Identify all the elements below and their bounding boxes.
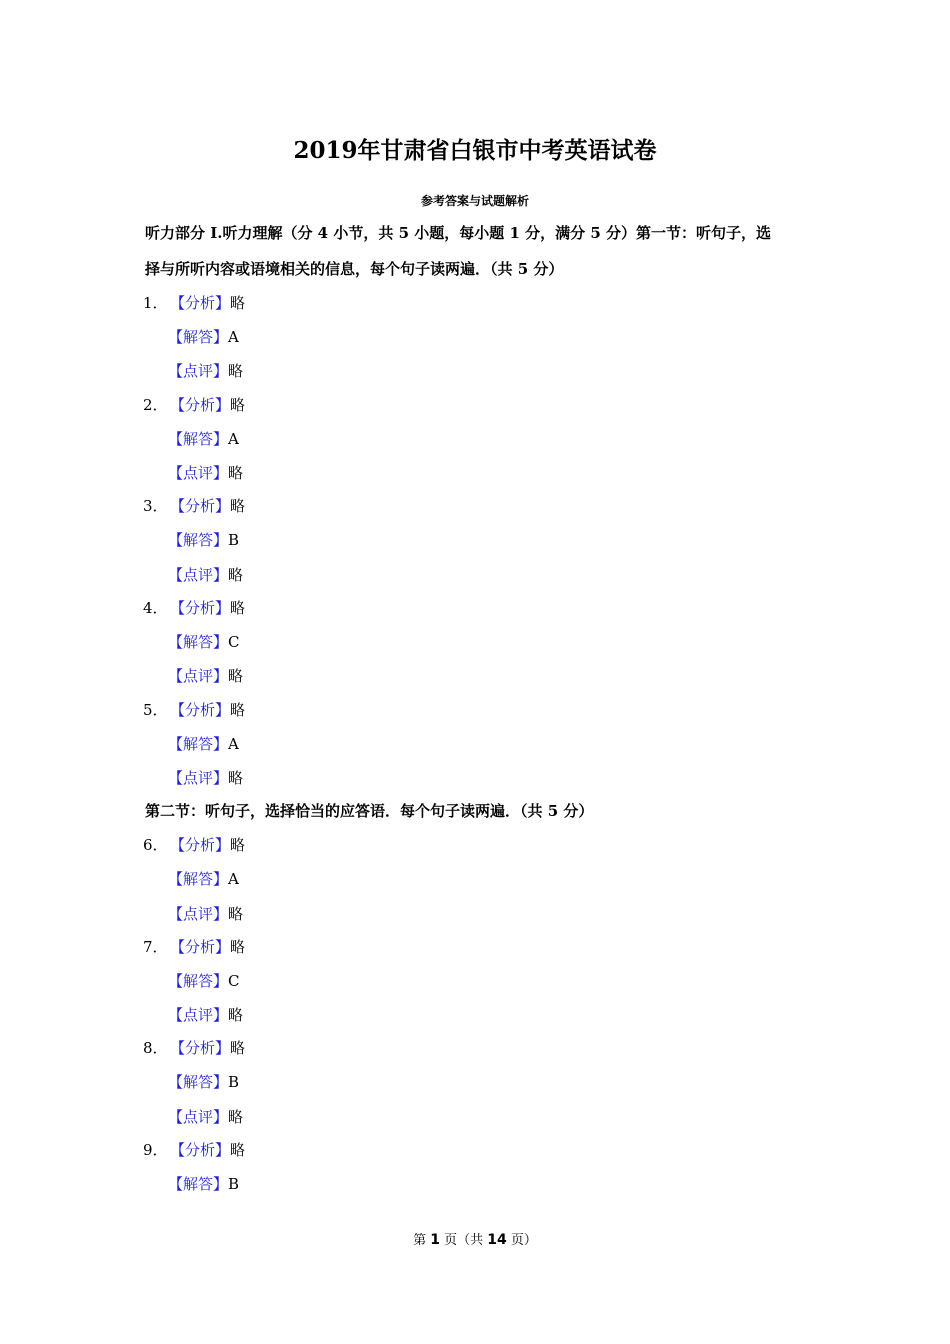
- answer-tag: 【解答】: [168, 1073, 229, 1091]
- analysis-text: 略: [230, 1141, 246, 1159]
- comment-text: 略: [228, 667, 244, 685]
- analysis-row: [170, 834, 245, 855]
- analysis-row: [170, 1139, 245, 1160]
- item-number: 1．: [143, 294, 168, 312]
- item-number: 2．: [143, 396, 168, 414]
- answer-row: [168, 326, 239, 347]
- section2-heading: 第二节：听句子，选择恰当的应答语．每个句子读两遍．（共 5 分）: [145, 802, 594, 820]
- comment-text: 略: [228, 362, 244, 380]
- analysis-text: 略: [230, 497, 246, 515]
- answer-row: [168, 733, 239, 754]
- comment-tag: 【点评】: [168, 566, 229, 584]
- analysis-text: 略: [230, 938, 246, 956]
- answer-text: B: [228, 1073, 240, 1091]
- analysis-tag: 【分析】: [170, 599, 231, 617]
- page-total: 14: [487, 1232, 507, 1248]
- comment-row: [168, 564, 243, 585]
- comment-tag: 【点评】: [168, 1108, 229, 1126]
- document-subtitle: 参考答案与试题解析: [420, 194, 529, 208]
- comment-text: 略: [228, 464, 244, 482]
- item-number: 7．: [143, 938, 168, 956]
- item-number: 5．: [143, 701, 168, 719]
- analysis-text: 略: [230, 396, 246, 414]
- analysis-text: 略: [230, 1039, 246, 1057]
- analysis-tag: 【分析】: [170, 701, 231, 719]
- answer-text: C: [228, 972, 240, 990]
- analysis-row: [170, 597, 245, 618]
- answer-tag: 【解答】: [168, 531, 229, 549]
- comment-tag: 【点评】: [168, 362, 229, 380]
- analysis-tag: 【分析】: [170, 836, 231, 854]
- item-number: 9．: [143, 1141, 168, 1159]
- answer-row: [168, 970, 240, 991]
- comment-row: [168, 1106, 243, 1127]
- answer-text: C: [228, 633, 240, 651]
- answer-tag: 【解答】: [168, 735, 229, 753]
- page-footer: [0, 1229, 950, 1248]
- comment-tag: 【点评】: [168, 1006, 229, 1024]
- answer-tag: 【解答】: [168, 870, 229, 888]
- answer-text: B: [228, 1175, 240, 1193]
- comment-text: 略: [228, 1108, 244, 1126]
- section1-heading-line1: 听力部分 I.听力理解（分 4 小节，共 5 小题，每小题 1 分，满分 5 分）第一节：听句子，选: [145, 224, 771, 242]
- analysis-text: 略: [230, 294, 246, 312]
- footer-middle: 页（共: [444, 1233, 484, 1248]
- answer-tag: 【解答】: [168, 972, 229, 990]
- answer-text: A: [228, 328, 239, 346]
- footer-prefix: 第: [413, 1233, 427, 1248]
- analysis-row: [170, 292, 245, 313]
- analysis-row: [170, 1037, 245, 1058]
- footer-suffix: 页）: [510, 1233, 537, 1248]
- analysis-row: [170, 495, 245, 516]
- item-number: 8．: [143, 1039, 168, 1057]
- answer-tag: 【解答】: [168, 633, 229, 651]
- answer-text: A: [228, 735, 239, 753]
- comment-text: 略: [228, 1006, 244, 1024]
- answer-row: [168, 529, 239, 550]
- analysis-text: 略: [230, 599, 246, 617]
- item-number: 4．: [143, 599, 168, 617]
- comment-row: [168, 462, 243, 483]
- analysis-row: [170, 699, 245, 720]
- analysis-row: [170, 394, 245, 415]
- comment-text: 略: [228, 566, 244, 584]
- answer-text: A: [228, 430, 239, 448]
- analysis-text: 略: [230, 701, 246, 719]
- analysis-tag: 【分析】: [170, 294, 231, 312]
- answer-tag: 【解答】: [168, 328, 229, 346]
- answer-row: [168, 1173, 239, 1194]
- analysis-tag: 【分析】: [170, 1039, 231, 1057]
- answer-row: [168, 868, 239, 889]
- comment-row: [168, 360, 243, 381]
- item-number: 6．: [143, 836, 168, 854]
- section1-heading-line2: 择与所听内容或语境相关的信息，每个句子读两遍．（共 5 分）: [145, 260, 564, 278]
- comment-text: 略: [228, 905, 244, 923]
- comment-row: [168, 767, 243, 788]
- comment-row: [168, 903, 243, 924]
- comment-tag: 【点评】: [168, 905, 229, 923]
- answer-tag: 【解答】: [168, 1175, 229, 1193]
- answer-row: [168, 631, 240, 652]
- comment-row: [168, 1004, 243, 1025]
- answer-row: [168, 428, 239, 449]
- analysis-tag: 【分析】: [170, 497, 231, 515]
- analysis-tag: 【分析】: [170, 938, 231, 956]
- comment-row: [168, 665, 243, 686]
- answer-tag: 【解答】: [168, 430, 229, 448]
- answer-text: A: [228, 870, 239, 888]
- document-title: 2019年甘肃省白银市中考英语试卷: [293, 137, 657, 164]
- comment-tag: 【点评】: [168, 769, 229, 787]
- comment-tag: 【点评】: [168, 667, 229, 685]
- analysis-row: [170, 936, 245, 957]
- answer-text: B: [228, 531, 240, 549]
- analysis-tag: 【分析】: [170, 396, 231, 414]
- comment-tag: 【点评】: [168, 464, 229, 482]
- answer-row: [168, 1071, 239, 1092]
- analysis-tag: 【分析】: [170, 1141, 231, 1159]
- comment-text: 略: [228, 769, 244, 787]
- analysis-text: 略: [230, 836, 246, 854]
- item-number: 3．: [143, 497, 168, 515]
- page-number: 1: [430, 1232, 440, 1248]
